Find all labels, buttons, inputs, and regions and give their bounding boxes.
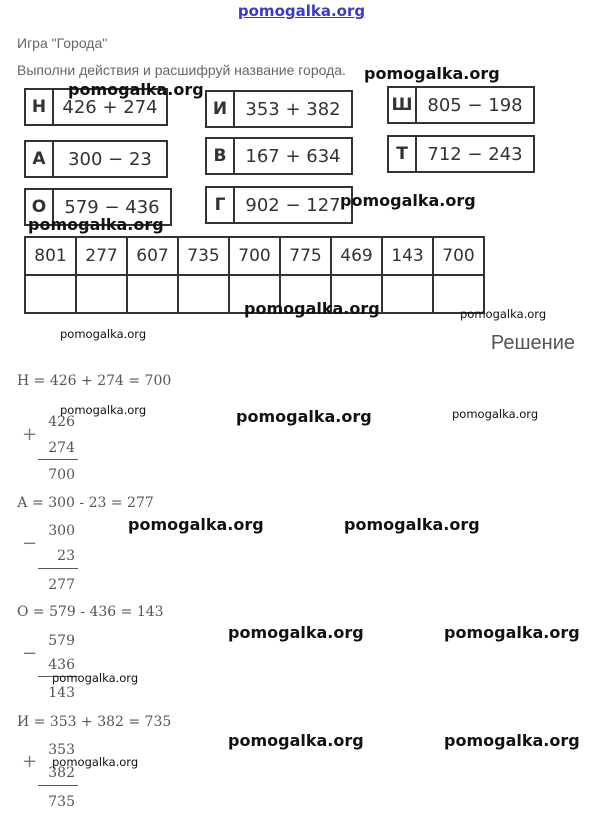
task-title: Игра "Города" (17, 35, 108, 51)
solution-equation: И = 353 + 382 = 735 (17, 714, 172, 730)
watermark: pomogalka.org (340, 191, 476, 210)
operand-bottom: 274 (48, 440, 75, 456)
site-header-link[interactable]: pomogalka.org (237, 2, 366, 20)
operand-bottom: 382 (48, 765, 75, 781)
answer-cell: 277 (76, 237, 127, 275)
operand-top: 353 (48, 742, 75, 758)
expression-card (205, 137, 353, 175)
answer-cell: 700 (433, 237, 484, 275)
operation-sign: + (22, 751, 38, 772)
column-calculation (22, 633, 82, 705)
solution-equation: А = 300 - 23 = 277 (17, 495, 154, 511)
letter-cell (76, 275, 127, 313)
watermark: pomogalka.org (52, 671, 139, 685)
answer-numbers-row (25, 237, 484, 275)
column-calculation (22, 742, 82, 814)
watermark: pomogalka.org (60, 403, 147, 417)
expression-card (387, 135, 535, 173)
task-description: Выполни действия и расшифруй название города. (17, 62, 346, 78)
letter-cell (127, 275, 178, 313)
expression-card (205, 90, 353, 128)
letter-cell (178, 275, 229, 313)
difference-line (38, 568, 78, 569)
operand-bottom: 23 (57, 548, 75, 564)
card-letter: Ш (389, 88, 417, 122)
card-letter: О (26, 190, 54, 224)
watermark: pomogalka.org (452, 407, 539, 421)
watermark: pomogalka.org (60, 327, 147, 341)
answer-cell: 735 (178, 237, 229, 275)
solution-heading: Решение (490, 332, 575, 354)
expression-card (24, 140, 168, 178)
result: 143 (48, 685, 75, 701)
letter-cell (25, 275, 76, 313)
answer-cell: 143 (382, 237, 433, 275)
operation-sign: − (22, 643, 38, 664)
card-expression: 579 − 436 (64, 196, 160, 218)
letter-cell (382, 275, 433, 313)
answer-cell: 775 (280, 237, 331, 275)
operand-top: 426 (48, 414, 75, 430)
card-expression: 805 − 198 (427, 94, 523, 116)
watermark: pomogalka.org (236, 407, 372, 426)
expression-card (205, 186, 353, 224)
sum-line (38, 459, 78, 460)
column-calculation (22, 523, 82, 595)
card-letter: Н (26, 90, 54, 124)
card-letter: Т (389, 137, 417, 171)
watermark: pomogalka.org (444, 623, 580, 642)
operation-sign: + (22, 424, 38, 445)
watermark: pomogalka.org (228, 731, 364, 750)
card-expression: 902 − 127 (245, 194, 341, 216)
operand-bottom: 436 (48, 657, 75, 673)
answer-cell: 801 (25, 237, 76, 275)
expression-card (387, 86, 535, 124)
card-letter: Г (207, 188, 235, 222)
watermark: pomogalka.org (228, 623, 364, 642)
watermark: pomogalka.org (364, 64, 500, 83)
result: 735 (48, 794, 75, 810)
card-letter: А (26, 142, 54, 176)
result: 700 (48, 467, 75, 483)
sum-line (38, 785, 78, 786)
watermark: pomogalka.org (128, 515, 264, 534)
card-expression: 426 + 274 (62, 96, 158, 118)
watermark: pomogalka.org (444, 731, 580, 750)
watermark: pomogalka.org (244, 299, 380, 318)
card-expression: 167 + 634 (245, 145, 341, 167)
answer-cell: 607 (127, 237, 178, 275)
watermark: pomogalka.org (344, 515, 480, 534)
operation-sign: − (22, 533, 38, 554)
watermark: pomogalka.org (460, 307, 547, 321)
operand-top: 579 (48, 633, 75, 649)
watermark: pomogalka.org (28, 215, 164, 234)
watermark: pomogalka.org (52, 755, 139, 769)
answer-cell: 700 (229, 237, 280, 275)
solution-equation: О = 579 - 436 = 143 (17, 604, 164, 620)
result: 277 (48, 577, 75, 593)
card-letter: В (207, 139, 235, 173)
answer-cell: 469 (331, 237, 382, 275)
card-expression: 300 − 23 (68, 148, 152, 170)
watermark: pomogalka.org (68, 80, 204, 99)
operand-top: 300 (48, 523, 75, 539)
card-letter: И (207, 92, 235, 126)
card-expression: 353 + 382 (245, 98, 341, 120)
solution-equation: Н = 426 + 274 = 700 (17, 373, 172, 389)
card-expression: 712 − 243 (427, 143, 523, 165)
column-calculation (22, 414, 82, 486)
